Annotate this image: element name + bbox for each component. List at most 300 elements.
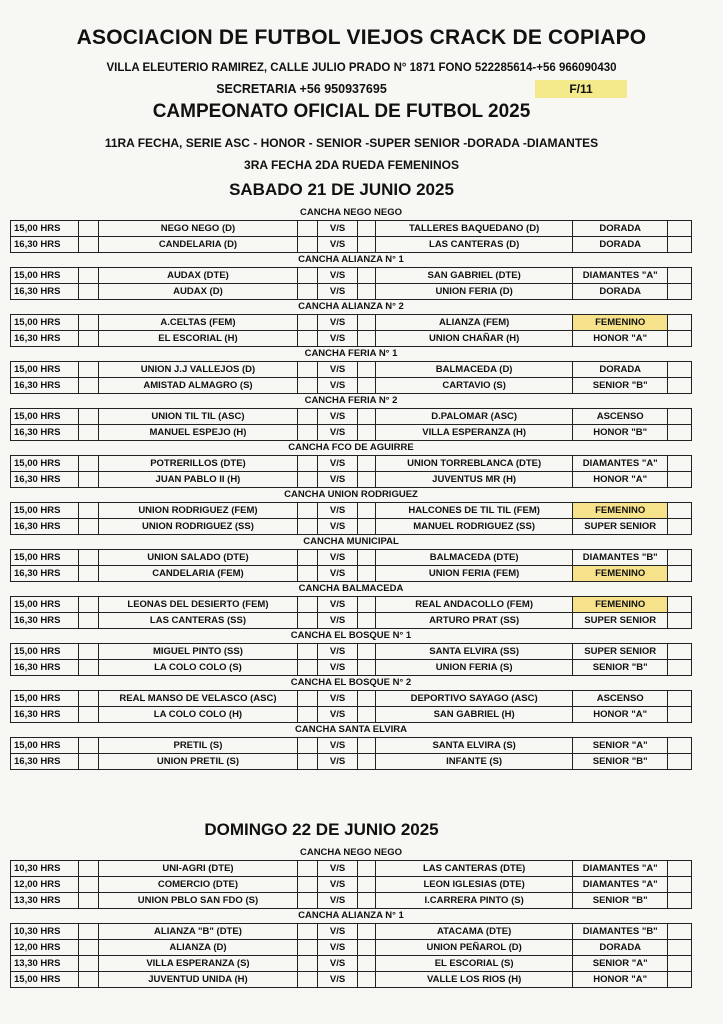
serie-cell: SUPER SENIOR xyxy=(573,644,668,659)
match-row xyxy=(11,566,691,581)
empty-cell xyxy=(358,691,376,706)
versus-label: V/S xyxy=(318,425,358,440)
away-team: SAN GABRIEL (H) xyxy=(376,707,573,722)
match-row xyxy=(11,472,691,487)
empty-cell xyxy=(668,378,691,393)
empty-cell xyxy=(298,861,318,876)
cancha-title: CANCHA FERIA N° 2 xyxy=(304,395,398,406)
empty-cell xyxy=(358,660,376,675)
serie-cell: DIAMANTES "A" xyxy=(573,877,668,892)
versus-label: V/S xyxy=(318,597,358,612)
match-row xyxy=(11,644,691,660)
match-time: 13,30 HRS xyxy=(11,956,79,971)
home-team: MANUEL ESPEJO (H) xyxy=(99,425,298,440)
serie-cell: SENIOR "B" xyxy=(573,754,668,769)
match-time: 15,00 HRS xyxy=(11,362,79,377)
away-team: VILLA ESPERANZA (H) xyxy=(376,425,573,440)
empty-cell xyxy=(79,893,99,908)
match-time: 16,30 HRS xyxy=(11,519,79,534)
match-time: 15,00 HRS xyxy=(11,972,79,987)
match-time: 15,00 HRS xyxy=(11,315,79,330)
empty-cell xyxy=(298,425,318,440)
empty-cell xyxy=(298,924,318,939)
serie-cell: FEMENINO xyxy=(573,597,668,612)
empty-cell xyxy=(668,472,691,487)
secretary-line: SECRETARIA +56 950937695 xyxy=(216,82,387,96)
empty-cell xyxy=(298,893,318,908)
match-table xyxy=(10,408,692,441)
serie-cell: DIAMANTES "A" xyxy=(573,268,668,283)
empty-cell xyxy=(358,893,376,908)
empty-cell xyxy=(79,861,99,876)
match-row xyxy=(11,861,691,877)
home-team: AUDAX (D) xyxy=(99,284,298,299)
empty-cell xyxy=(79,754,99,769)
match-row xyxy=(11,613,691,628)
away-team: SAN GABRIEL (DTE) xyxy=(376,268,573,283)
empty-cell xyxy=(358,268,376,283)
away-team: MANUEL RODRIGUEZ (SS) xyxy=(376,519,573,534)
empty-cell xyxy=(298,237,318,252)
away-team: ARTURO PRAT (SS) xyxy=(376,613,573,628)
empty-cell xyxy=(358,221,376,236)
match-time: 15,00 HRS xyxy=(11,550,79,565)
home-team: ALIANZA "B" (DTE) xyxy=(99,924,298,939)
empty-cell xyxy=(298,644,318,659)
empty-cell xyxy=(358,972,376,987)
empty-cell xyxy=(668,221,691,236)
folio-badge: F/11 xyxy=(535,80,627,98)
match-row xyxy=(11,519,691,534)
women-info: 3RA FECHA 2DA RUEDA FEMENINOS xyxy=(244,158,459,172)
empty-cell xyxy=(358,754,376,769)
empty-cell xyxy=(668,660,691,675)
match-time: 10,30 HRS xyxy=(11,861,79,876)
match-row xyxy=(11,409,691,425)
empty-cell xyxy=(298,221,318,236)
cancha-title: CANCHA MUNICIPAL xyxy=(303,536,399,547)
serie-cell: HONOR "A" xyxy=(573,331,668,346)
serie-cell: ASCENSO xyxy=(573,409,668,424)
away-team: LAS CANTERAS (DTE) xyxy=(376,861,573,876)
away-team: ALIANZA (FEM) xyxy=(376,315,573,330)
serie-cell: SENIOR "A" xyxy=(573,738,668,753)
home-team: VILLA ESPERANZA (S) xyxy=(99,956,298,971)
day-title-sunday: DOMINGO 22 DE JUNIO 2025 xyxy=(204,820,439,839)
versus-label: V/S xyxy=(318,861,358,876)
empty-cell xyxy=(668,877,691,892)
match-row xyxy=(11,362,691,378)
empty-cell xyxy=(668,315,691,330)
serie-cell: SENIOR "B" xyxy=(573,893,668,908)
empty-cell xyxy=(358,378,376,393)
away-team: JUVENTUS MR (H) xyxy=(376,472,573,487)
empty-cell xyxy=(298,519,318,534)
versus-label: V/S xyxy=(318,503,358,518)
match-row xyxy=(11,754,691,769)
versus-label: V/S xyxy=(318,738,358,753)
away-team: I.CARRERA PINTO (S) xyxy=(376,893,573,908)
match-table xyxy=(10,267,692,300)
empty-cell xyxy=(79,597,99,612)
empty-cell xyxy=(668,940,691,955)
empty-cell xyxy=(668,409,691,424)
serie-cell: DORADA xyxy=(573,940,668,955)
match-table xyxy=(10,690,692,723)
empty-cell xyxy=(358,503,376,518)
match-row xyxy=(11,268,691,284)
empty-cell xyxy=(668,268,691,283)
away-team: INFANTE (S) xyxy=(376,754,573,769)
empty-cell xyxy=(668,644,691,659)
versus-label: V/S xyxy=(318,707,358,722)
empty-cell xyxy=(298,378,318,393)
away-team: DEPORTIVO SAYAGO (ASC) xyxy=(376,691,573,706)
match-table xyxy=(10,314,692,347)
match-time: 16,30 HRS xyxy=(11,425,79,440)
empty-cell xyxy=(79,613,99,628)
match-row xyxy=(11,956,691,972)
empty-cell xyxy=(358,924,376,939)
versus-label: V/S xyxy=(318,691,358,706)
match-time: 16,30 HRS xyxy=(11,707,79,722)
championship-title: CAMPEONATO OFICIAL DE FUTBOL 2025 xyxy=(152,101,531,122)
serie-cell: DORADA xyxy=(573,362,668,377)
home-team: ALIANZA (D) xyxy=(99,940,298,955)
empty-cell xyxy=(298,331,318,346)
home-team: NEGO NEGO (D) xyxy=(99,221,298,236)
empty-cell xyxy=(668,519,691,534)
match-row xyxy=(11,425,691,440)
empty-cell xyxy=(358,597,376,612)
match-row xyxy=(11,940,691,956)
versus-label: V/S xyxy=(318,456,358,471)
serie-cell: DIAMANTES "A" xyxy=(573,861,668,876)
match-table xyxy=(10,502,692,535)
away-team: UNION CHAÑAR (H) xyxy=(376,331,573,346)
away-team: TALLERES BAQUEDANO (D) xyxy=(376,221,573,236)
empty-cell xyxy=(298,472,318,487)
empty-cell xyxy=(668,566,691,581)
away-team: UNION FERIA (D) xyxy=(376,284,573,299)
versus-label: V/S xyxy=(318,237,358,252)
away-team: LEON IGLESIAS (DTE) xyxy=(376,877,573,892)
match-table xyxy=(10,923,692,988)
empty-cell xyxy=(668,707,691,722)
serie-cell: SENIOR "A" xyxy=(573,956,668,971)
empty-cell xyxy=(358,940,376,955)
match-time: 15,00 HRS xyxy=(11,597,79,612)
serie-cell: SUPER SENIOR xyxy=(573,519,668,534)
match-time: 15,00 HRS xyxy=(11,221,79,236)
home-team: PRETIL (S) xyxy=(99,738,298,753)
cancha-title: CANCHA BALMACEDA xyxy=(298,583,404,594)
home-team: COMERCIO (DTE) xyxy=(99,877,298,892)
match-time: 16,30 HRS xyxy=(11,237,79,252)
versus-label: V/S xyxy=(318,331,358,346)
match-table xyxy=(10,860,692,909)
match-time: 16,30 HRS xyxy=(11,754,79,769)
empty-cell xyxy=(358,613,376,628)
match-row xyxy=(11,456,691,472)
empty-cell xyxy=(668,331,691,346)
serie-cell: DIAMANTES "B" xyxy=(573,924,668,939)
match-row xyxy=(11,707,691,722)
empty-cell xyxy=(358,707,376,722)
serie-cell: DIAMANTES "A" xyxy=(573,456,668,471)
saturday-schedule xyxy=(10,206,692,770)
empty-cell xyxy=(358,956,376,971)
home-team: JUAN PABLO II (H) xyxy=(99,472,298,487)
match-table xyxy=(10,643,692,676)
home-team: A.CELTAS (FEM) xyxy=(99,315,298,330)
away-team: VALLE LOS RIOS (H) xyxy=(376,972,573,987)
match-time: 16,30 HRS xyxy=(11,472,79,487)
home-team: CANDELARIA (FEM) xyxy=(99,566,298,581)
match-time: 15,00 HRS xyxy=(11,409,79,424)
cancha-title: CANCHA EL BOSQUE N° 2 xyxy=(290,677,412,688)
empty-cell xyxy=(79,924,99,939)
home-team: UNION RODRIGUEZ (FEM) xyxy=(99,503,298,518)
versus-label: V/S xyxy=(318,409,358,424)
empty-cell xyxy=(79,425,99,440)
empty-cell xyxy=(298,754,318,769)
empty-cell xyxy=(358,877,376,892)
cancha-title: CANCHA EL BOSQUE N° 1 xyxy=(290,630,412,641)
match-time: 10,30 HRS xyxy=(11,924,79,939)
empty-cell xyxy=(668,456,691,471)
match-time: 12,00 HRS xyxy=(11,877,79,892)
home-team: LEONAS DEL DESIERTO (FEM) xyxy=(99,597,298,612)
serie-cell: DIAMANTES "B" xyxy=(573,550,668,565)
empty-cell xyxy=(298,956,318,971)
match-time: 16,30 HRS xyxy=(11,660,79,675)
home-team: UNION RODRIGUEZ (SS) xyxy=(99,519,298,534)
empty-cell xyxy=(668,284,691,299)
empty-cell xyxy=(358,861,376,876)
match-row xyxy=(11,738,691,754)
empty-cell xyxy=(298,362,318,377)
match-time: 16,30 HRS xyxy=(11,284,79,299)
empty-cell xyxy=(79,284,99,299)
match-time: 13,30 HRS xyxy=(11,893,79,908)
empty-cell xyxy=(298,972,318,987)
match-time: 16,30 HRS xyxy=(11,613,79,628)
empty-cell xyxy=(298,566,318,581)
empty-cell xyxy=(668,503,691,518)
empty-cell xyxy=(79,660,99,675)
versus-label: V/S xyxy=(318,754,358,769)
home-team: UNI-AGRI (DTE) xyxy=(99,861,298,876)
empty-cell xyxy=(358,519,376,534)
empty-cell xyxy=(668,861,691,876)
empty-cell xyxy=(79,519,99,534)
empty-cell xyxy=(668,972,691,987)
versus-label: V/S xyxy=(318,268,358,283)
empty-cell xyxy=(358,331,376,346)
empty-cell xyxy=(668,691,691,706)
versus-label: V/S xyxy=(318,284,358,299)
match-row xyxy=(11,503,691,519)
versus-label: V/S xyxy=(318,315,358,330)
match-row xyxy=(11,597,691,613)
cancha-title: CANCHA ALIANZA N° 1 xyxy=(298,254,404,265)
match-row xyxy=(11,550,691,566)
serie-cell: FEMENINO xyxy=(573,315,668,330)
match-table xyxy=(10,455,692,488)
match-row xyxy=(11,660,691,675)
cancha-title: CANCHA UNION RODRIGUEZ xyxy=(284,489,418,500)
serie-cell: SUPER SENIOR xyxy=(573,613,668,628)
match-time: 15,00 HRS xyxy=(11,738,79,753)
empty-cell xyxy=(298,613,318,628)
empty-cell xyxy=(298,409,318,424)
empty-cell xyxy=(79,972,99,987)
away-team: ATACAMA (DTE) xyxy=(376,924,573,939)
serie-cell: HONOR "A" xyxy=(573,707,668,722)
match-row xyxy=(11,331,691,346)
empty-cell xyxy=(79,738,99,753)
away-team: UNION FERIA (FEM) xyxy=(376,566,573,581)
serie-cell: DORADA xyxy=(573,284,668,299)
away-team: SANTA ELVIRA (S) xyxy=(376,738,573,753)
empty-cell xyxy=(79,456,99,471)
home-team: LAS CANTERAS (SS) xyxy=(99,613,298,628)
empty-cell xyxy=(298,597,318,612)
away-team: SANTA ELVIRA (SS) xyxy=(376,644,573,659)
home-team: CANDELARIA (D) xyxy=(99,237,298,252)
serie-cell: FEMENINO xyxy=(573,566,668,581)
empty-cell xyxy=(298,315,318,330)
empty-cell xyxy=(298,503,318,518)
cancha-title: CANCHA FERIA N° 1 xyxy=(304,348,398,359)
versus-label: V/S xyxy=(318,519,358,534)
empty-cell xyxy=(358,425,376,440)
serie-cell: ASCENSO xyxy=(573,691,668,706)
match-row xyxy=(11,221,691,237)
empty-cell xyxy=(358,644,376,659)
empty-cell xyxy=(668,550,691,565)
empty-cell xyxy=(668,738,691,753)
match-row xyxy=(11,378,691,393)
versus-label: V/S xyxy=(318,972,358,987)
match-row xyxy=(11,924,691,940)
empty-cell xyxy=(358,284,376,299)
home-team: UNION SALADO (DTE) xyxy=(99,550,298,565)
serie-cell: HONOR "A" xyxy=(573,972,668,987)
home-team: UNION PRETIL (S) xyxy=(99,754,298,769)
match-time: 12,00 HRS xyxy=(11,940,79,955)
cancha-title: CANCHA FCO DE AGUIRRE xyxy=(288,442,414,453)
versus-label: V/S xyxy=(318,566,358,581)
cancha-title: CANCHA ALIANZA N° 2 xyxy=(298,301,404,312)
away-team: D.PALOMAR (ASC) xyxy=(376,409,573,424)
cancha-title: CANCHA SANTA ELVIRA xyxy=(295,724,407,735)
empty-cell xyxy=(298,877,318,892)
serie-cell: DORADA xyxy=(573,221,668,236)
match-time: 16,30 HRS xyxy=(11,378,79,393)
empty-cell xyxy=(668,237,691,252)
home-team: JUVENTUD UNIDA (H) xyxy=(99,972,298,987)
empty-cell xyxy=(668,613,691,628)
away-team: CARTAVIO (S) xyxy=(376,378,573,393)
match-table xyxy=(10,596,692,629)
home-team: LA COLO COLO (S) xyxy=(99,660,298,675)
versus-label: V/S xyxy=(318,550,358,565)
empty-cell xyxy=(79,378,99,393)
empty-cell xyxy=(358,472,376,487)
match-row xyxy=(11,691,691,707)
empty-cell xyxy=(668,597,691,612)
association-title: ASOCIACION DE FUTBOL VIEJOS CRACK DE COPIAPO xyxy=(76,26,647,49)
empty-cell xyxy=(298,691,318,706)
serie-cell: HONOR "A" xyxy=(573,472,668,487)
versus-label: V/S xyxy=(318,221,358,236)
versus-label: V/S xyxy=(318,472,358,487)
round-info: 11RA FECHA, SERIE ASC - HONOR - SENIOR -SUPER SENIOR -DORADA -DIAMANTES xyxy=(104,136,599,150)
empty-cell xyxy=(79,268,99,283)
empty-cell xyxy=(79,315,99,330)
empty-cell xyxy=(298,268,318,283)
versus-label: V/S xyxy=(318,660,358,675)
home-team: LA COLO COLO (H) xyxy=(99,707,298,722)
empty-cell xyxy=(79,409,99,424)
match-time: 15,00 HRS xyxy=(11,268,79,283)
empty-cell xyxy=(79,691,99,706)
empty-cell xyxy=(79,566,99,581)
away-team: EL ESCORIAL (S) xyxy=(376,956,573,971)
empty-cell xyxy=(79,956,99,971)
empty-cell xyxy=(668,425,691,440)
serie-cell: HONOR "B" xyxy=(573,425,668,440)
match-table xyxy=(10,549,692,582)
match-row xyxy=(11,893,691,908)
match-row xyxy=(11,972,691,987)
empty-cell xyxy=(79,940,99,955)
empty-cell xyxy=(298,738,318,753)
match-row xyxy=(11,877,691,893)
away-team: UNION TORREBLANCA (DTE) xyxy=(376,456,573,471)
versus-label: V/S xyxy=(318,378,358,393)
away-team: BALMACEDA (D) xyxy=(376,362,573,377)
empty-cell xyxy=(79,503,99,518)
empty-cell xyxy=(79,221,99,236)
versus-label: V/S xyxy=(318,613,358,628)
empty-cell xyxy=(668,924,691,939)
empty-cell xyxy=(79,237,99,252)
home-team: MIGUEL PINTO (SS) xyxy=(99,644,298,659)
away-team: UNION PEÑAROL (D) xyxy=(376,940,573,955)
home-team: UNION TIL TIL (ASC) xyxy=(99,409,298,424)
versus-label: V/S xyxy=(318,956,358,971)
away-team: BALMACEDA (DTE) xyxy=(376,550,573,565)
home-team: AMISTAD ALMAGRO (S) xyxy=(99,378,298,393)
home-team: REAL MANSO DE VELASCO (ASC) xyxy=(99,691,298,706)
day-title-saturday: SABADO 21 DE JUNIO 2025 xyxy=(229,180,454,199)
match-table xyxy=(10,361,692,394)
away-team: UNION FERIA (S) xyxy=(376,660,573,675)
versus-label: V/S xyxy=(318,924,358,939)
empty-cell xyxy=(358,738,376,753)
empty-cell xyxy=(298,660,318,675)
empty-cell xyxy=(358,362,376,377)
versus-label: V/S xyxy=(318,893,358,908)
empty-cell xyxy=(358,315,376,330)
match-time: 15,00 HRS xyxy=(11,691,79,706)
sunday-schedule xyxy=(10,846,692,988)
match-table xyxy=(10,220,692,253)
serie-cell: SENIOR "B" xyxy=(573,378,668,393)
